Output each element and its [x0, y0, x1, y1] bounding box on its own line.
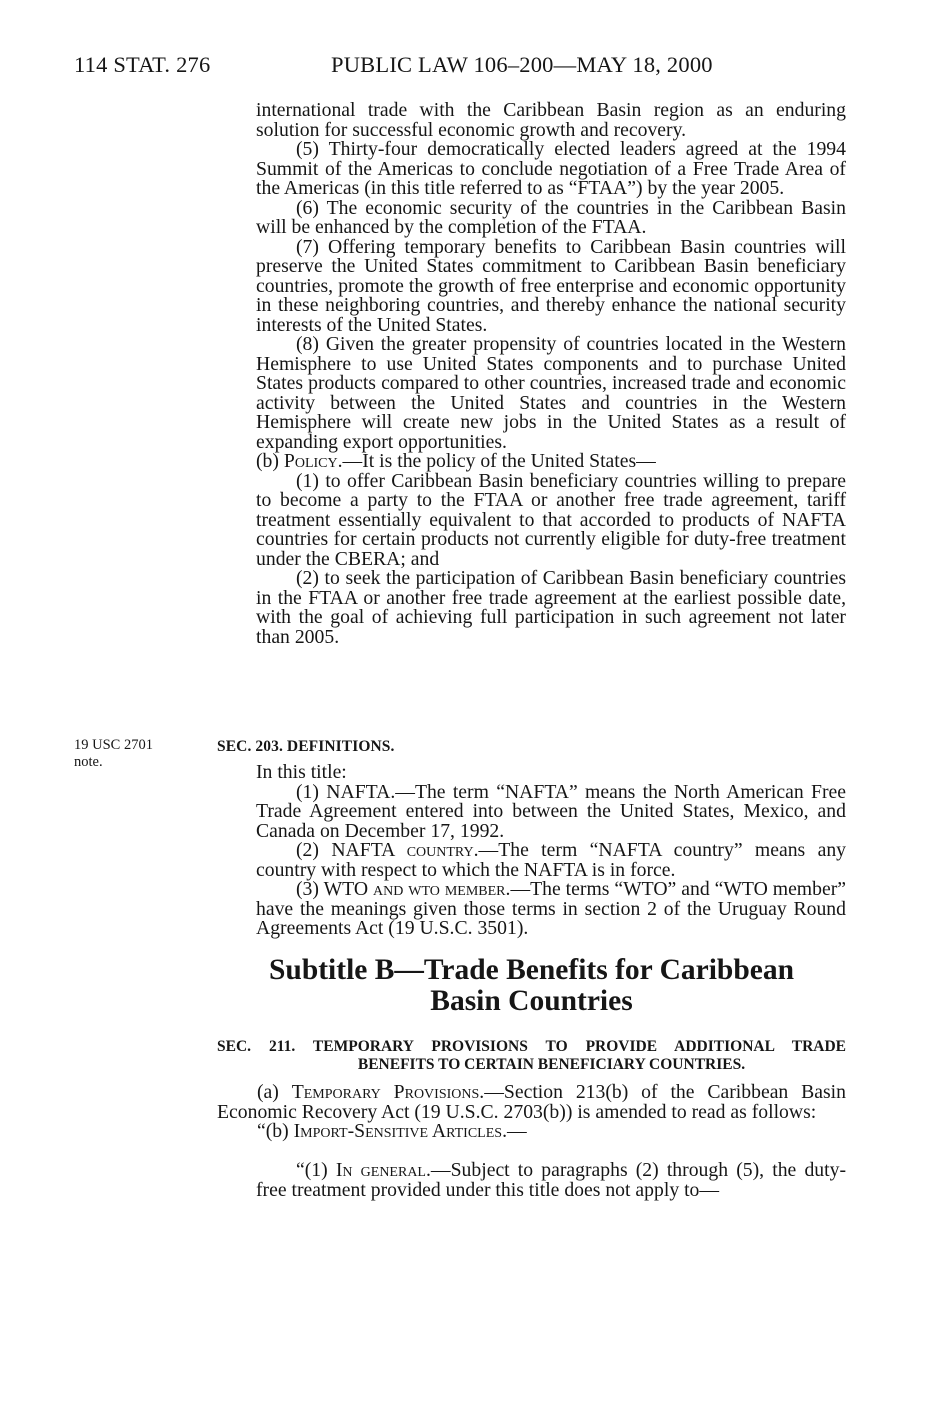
finding-7: (7) Offering temporary benefits to Caribbean Basin countries will preserve the United States commitment to Caribbean Basin beneficiary countries, promote the growth of free enterprise and economic opportunity in these neighboring countries, and thereby enhance the national security interests of the United States. — [256, 235, 846, 336]
policy-heading: Policy — [283, 450, 338, 472]
sec-211-heading: SEC. 211. TEMPORARY PROVISIONS TO PROVIDE ADDITIONAL TRADE BENEFITS TO CERTAIN BENEFICIARY COUNTRIES. — [217, 1038, 846, 1073]
sec-211-b-1: “(1) In general.—Subject to paragraphs (2) through (5), the duty-free treatment provided under this title does not apply to— — [256, 1159, 846, 1201]
policy-2: (2) to seek the participation of Caribbean Basin beneficiary countries in the FTAA or another free trade agreement at the earliest possible date, with the goal of achieving full participation in such agreement not later than 2005. — [256, 567, 846, 648]
sec-211-general — [256, 1161, 846, 1200]
sec-203-body — [256, 763, 846, 939]
margin-note: 19 USC 2701 note. — [74, 737, 153, 770]
running-header: PUBLIC LAW 106–200—MAY 18, 2000 — [331, 52, 713, 77]
sec-211-b: “(b) Import-Sensitive Articles.— — [257, 1120, 527, 1142]
sec-211-a: (a) Temporary Provisions.—Section 213(b) of the Caribbean Basin Economic Recovery Act (19 U.S.C. 2703(b)) is amended to read as follows: — [217, 1081, 846, 1123]
policy-intro: (b) Policy.—It is the policy of the United States— — [256, 450, 656, 472]
finding-6: (6) The economic security of the countries in the Caribbean Basin will be enhanced by the completion of the FTAA. — [256, 196, 846, 238]
sec-203-heading-wrap — [217, 738, 846, 756]
subtitle-heading: Subtitle B—Trade Benefits for Caribbean Basin Countries — [269, 954, 794, 1017]
finding-5: (5) Thirty-four democratically elected leaders agreed at the 1994 Summit of the Americas to conclude negotiation of a Free Trade Area of the Americas (in this title referred to as “FTAA”) by the year 2005. — [256, 138, 846, 199]
sec-203-intro: In this title: — [256, 761, 347, 783]
finding-8: (8) Given the greater propensity of countries located in the Western Hemisphere to use United States components and to purchase United States products compared to other countries, increased trade and economic activity between the United States and countries in the Western Hemisphere will create new jobs in the United States as a result of expanding export opportunities. — [256, 333, 846, 453]
sec-211-body — [217, 1083, 846, 1142]
finding-continuation: international trade with the Caribbean Basin region as an enduring solution for successful economic growth and recovery. — [256, 99, 846, 141]
findings-block — [256, 101, 846, 647]
sec-203-heading: SEC. 203. DEFINITIONS. — [217, 738, 395, 755]
page-stat-number: 114 STAT. 276 — [74, 52, 211, 77]
definition-2: (2) NAFTA country.—The term “NAFTA country” means any country with respect to which the NAFTA is in force. — [256, 839, 847, 881]
definition-1: (1) NAFTA.—The term “NAFTA” means the North American Free Trade Agreement entered into between the United States, Mexico, and Canada on December 17, 1992. — [256, 780, 846, 842]
policy-1: (1) to offer Caribbean Basin beneficiary countries willing to prepare to become a party to the FTAA or another free trade agreement, tariff treatment essentially equivalent to that accorded to products of NAFTA countries for certain products not currently eligible for duty-free treatment under the CBERA; and — [256, 469, 846, 570]
definition-3: (3) WTO and wto member.—The terms “WTO” and “WTO member” have the meanings given those terms in section 2 of the Uruguay Round Agreements Act (19 U.S.C. 3501). — [256, 878, 846, 939]
